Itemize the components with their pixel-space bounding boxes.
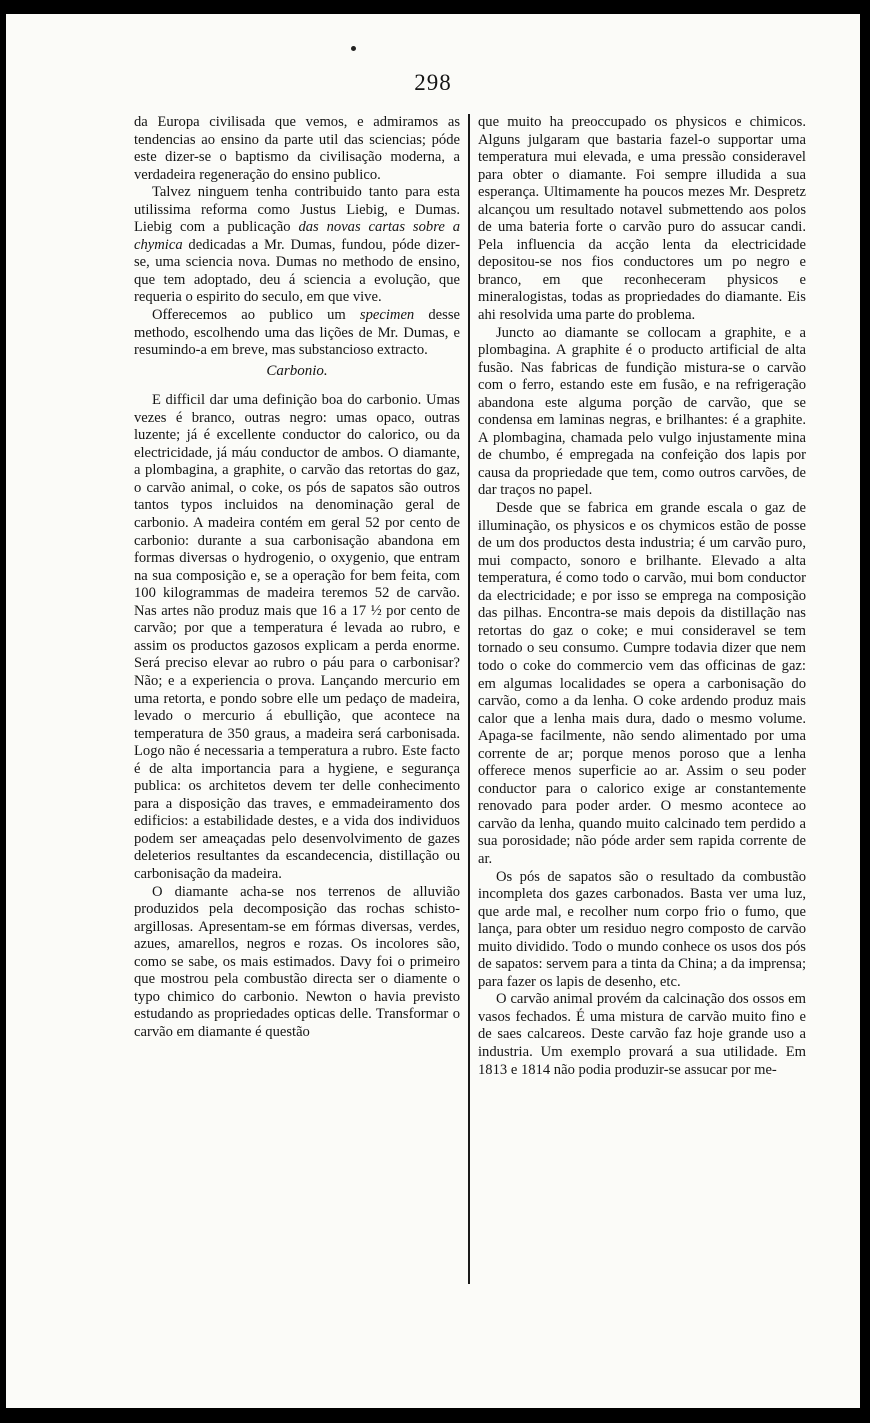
ink-speck <box>351 46 356 51</box>
right-paragraph-4: Os pós de sapatos são o resultado da combustão incompleta dos gazes carbonados. Basta ver uma luz, que arde mal, e recolher num corpo frio o fumo, que lança, para obter um residuo negro composto de carvão muito dividido. Todo o mundo conhece os usos dos pós de sapatos: servem para a tinta da China; a da imprensa; para fazer os lapis de desenho, etc. <box>478 868 806 990</box>
left-paragraph-4: E difficil dar uma definição boa do carbonio. Umas vezes é branco, outras negro: umas opaco, outras luzente; já é excellente conductor do calorico, ou da electricidade, já máu conductor de ambos. O diamante, a plombagina, a graphite, o carvão das retortas do gaz, o carvão animal, o coke, os pós de sapatos são outros tantos typos incluidos na denominação geral de carbonio. A madeira contém em geral 52 por cento de carbonio: durante a sua carbonisação abandona em formas diversas o hydrogenio, o oxygenio, que entram na sua composição e, se a operação for bem feita, com 100 kilogrammas de madeira teremos 52 de carvão. Nas artes não produz mais que 16 a 17 ½ por cento de carvão; por que a temperatura é levada ao rubro, e assim os productos gazosos explicam a perda enorme. Será preciso elevar ao rubro o páu para o carbonisar? Não; e a experiencia o prova. Lançando mercurio em uma retorta, e pondo sobre elle um pedaço de madeira, levado o mercurio á ebullição, que acontece na temperatura de 350 graus, a madeira será carbonisada. Logo não é necessaria a temperatura a rubro. Este facto é de alta importancia para a hygiene, e segurança publica: os architetos devem ter delle conhecimento para a disposição das traves, e emmadeiramento dos edificios: a estabilidade destes, e a vida dos individuos podem ser ameaçadas pelo desenvolvimento de gazes deleterios resultantes da escandecencia, distillação ou carbonisação da madeira. <box>134 392 460 882</box>
right-paragraph-2: Juncto ao diamante se collocam a graphite, e a plombagina. A graphite é o producto artificial de alta fusão. Nas fabricas de fundição mistura-se o carvão com o ferro, estando este em fusão, e na refrigeração abandona este alguma porção de carvão, que se condensa em laminas negras, e brilhantes: é a graphite. A plombagina, chamada pelo vulgo injustamente mina de chumbo, é empregada na confeição dos lapis por causa da propriedade que tem, como outros carvões, de dar traços no papel. <box>478 324 806 499</box>
newspaper-page <box>6 14 860 1408</box>
book-title: das novas cartas sobre a chymica <box>134 219 460 253</box>
left-paragraph-3-text-b: desse methodo, escolhendo uma das lições de Mr. Dumas, e resumindo-a em breve, mas substancioso extracto. <box>134 307 460 359</box>
specimen-word: specimen <box>359 307 415 324</box>
right-paragraph-5: O carvão animal provém da calcinação dos ossos em vasos fechados. É uma mistura de carvão muito fino e de saes calcareos. Deste carvão faz hoje grande uso a industria. Um exemplo provará a sua utilidade. Em 1813 e 1814 não podia produzir-se assucar por me- <box>478 991 806 1078</box>
section-heading: Carbonio. <box>266 362 328 379</box>
left-paragraph-2 <box>134 184 460 307</box>
left-paragraph-3 <box>134 307 460 360</box>
left-paragraph-2-text-a: Talvez ninguem tenha contribuido tanto para esta utilissima reforma como Justus Liebig, e Dumas. Liebig com a publicação <box>134 184 460 236</box>
left-paragraph-5: O diamante acha-se nos terrenos de alluvião produzidos pela decomposição das rochas schisto-argillosas. Apresentam-se em fórmas diversas, verdes, azues, amarellos, negros e rozas. Os incolores são, como se sabe, os mais estimados. Davy foi o primeiro que mostrou pela combustão directa ser o diamente o typo chimico do carbonio. Newton o havia previsto estudando as propriedades opticas delle. Transformar o carvão em diamante é questão <box>134 883 460 1040</box>
left-paragraph-2-text-b: dedicadas a Mr. Dumas, fundou, póde dizer-se, uma sciencia nova. Dumas no methodo de ensino, que tem adoptado, deu á sciencia a evolução, que requeria o espirito do seculo, em que vive. <box>134 236 460 306</box>
right-paragraph-1: que muito ha preoccupado os physicos e chimicos. Alguns julgaram que bastaria fazel-o supportar uma temperatura mui elevada, e uma pressão consideravel para obter o diamante. Foi sempre illudida a sua esperança. Ultimamente ha poucos mezes Mr. Despretz alcançou um resultado notavel submettendo aos polos de uma bateria forte o carvão puro do assucar candi. Pela influencia da acção lenta da electricidade depositou-se nos fios conductores um po negro e branco, em que reconheceram physicos e mineralogistas, todas as propriedades do diamante. Eis ahi resolvida uma parte do problema. <box>478 114 806 324</box>
left-paragraph-1: da Europa civilisada que vemos, e admiramos as tendencias ao ensino da parte util das sciencias; póde este dizer-se o baptismo da civilisação moderna, a verdadeira regeneração do ensino publico. <box>134 114 460 183</box>
page-number: 298 <box>414 70 452 95</box>
right-column <box>478 114 806 1079</box>
left-paragraph-3-text-a: Offerecemos ao publico um <box>152 307 360 324</box>
right-paragraph-3: Desde que se fabrica em grande escala o gaz de illuminação, os physicos e os chymicos estão de posse de um dos productos desta industria; é um carvão puro, mui compacto, sonoro e brilhante. Elevado a alta temperatura, é como todo o carvão, mui bom conductor da electricidade; e por isso se emprega na composição das pilhas. Encontra-se mais depois da distillação nas retortas do gaz o coke; e mui consideravel se tem tornado o seu consumo. Cumpre todavia dizer que nem todo o coke do commercio vem das officinas de gaz: em algumas localidades se opera a carbonisação do carvão, como a da lenha. O coke ardendo produz mais calor que a lenha mais dura, dado o mesmo volume. Apaga-se facilmente, não sendo alimentado por uma corrente de ar; porque menos poroso que a lenha offerece menos superficie ao ar. Assim o seu poder conductor para o calorico exige ar constantemente renovado para poder arder. O mesmo acontece ao carvão da lenha, quando muito calcinado tem perdido a sua porosidade; não póde arder sem rapida corrente de ar. <box>478 500 806 867</box>
left-column <box>134 114 460 1041</box>
column-divider <box>468 114 470 1284</box>
